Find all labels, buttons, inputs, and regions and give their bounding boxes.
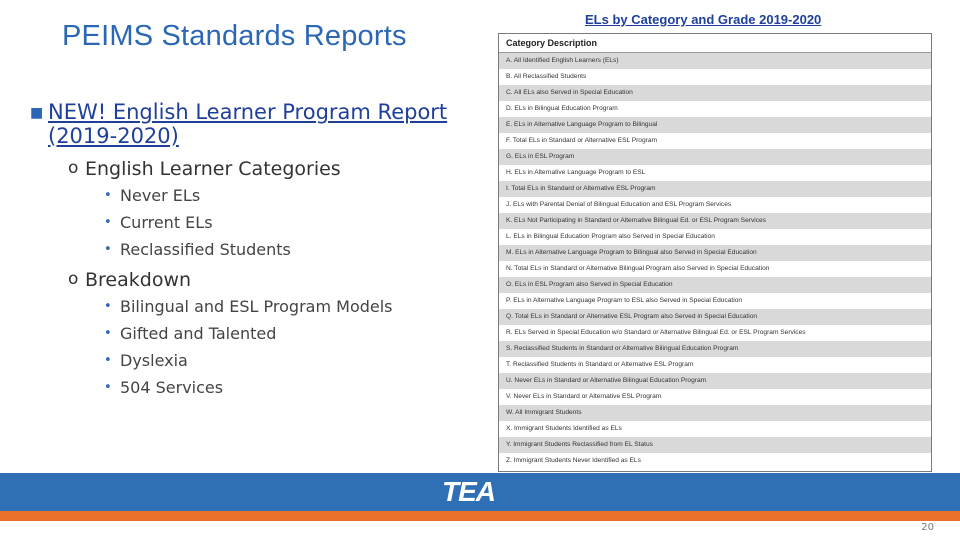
table-row: K. ELs Not Participating in Standard or Alternative Bilingual Ed. or ESL Program Services: [499, 213, 931, 229]
table-row: O. ELs in ESL Program also Served in Special Education: [499, 277, 931, 293]
table-row: T. Reclassified Students in Standard or Alternative ESL Program: [506, 361, 694, 368]
table-body: [499, 53, 931, 469]
circle-bullet-icon: o: [68, 158, 79, 178]
table-row: J. ELs with Parental Denial of Bilingual Education and ESL Program Services: [506, 201, 732, 208]
table-header: Category Description: [499, 34, 931, 53]
footer-stripe: [0, 511, 960, 521]
page-number: 20: [921, 522, 934, 533]
table-row: P. ELs in Alternative Language Program to ESL also Served in Special Education: [506, 297, 743, 304]
dot-bullet-icon: •: [104, 242, 112, 257]
list-item: [30, 293, 470, 320]
table-row: W. All Immigrant Students: [499, 405, 931, 421]
table-row: D. ELs in Bilingual Education Program: [506, 105, 618, 112]
table-row: R. ELs Served in Special Education w/o Standard or Alternative Bilingual Ed. or ESL Program Services: [506, 329, 806, 336]
table-row: M. ELs in Alternative Language Program to Bilingual also Served in Special Education: [499, 245, 931, 261]
table-row: E. ELs in Alternative Language Program to Bilingual: [499, 117, 931, 133]
list-item: [30, 209, 470, 236]
table-row: B. All Reclassified Students: [506, 73, 587, 80]
table-row: I. Total ELs in Standard or Alternative ESL Program: [499, 181, 931, 197]
list-item-text: 504 Services: [120, 378, 224, 397]
square-bullet-icon: ■: [30, 105, 44, 121]
list-item-text: Reclassified Students: [120, 240, 291, 259]
table-row: V. Never ELs in Standard or Alternative ESL Program: [506, 393, 662, 400]
section-heading-text: English Learner Categories: [85, 158, 341, 180]
table-row: U. Never ELs in Standard or Alternative Bilingual Education Program: [499, 373, 931, 389]
table-row: G. ELs in ESL Program: [499, 149, 931, 165]
slide-title: PEIMS Standards Reports: [62, 20, 407, 52]
list-item-text: Current ELs: [120, 213, 213, 232]
table-row: H. ELs in Alternative Language Program to ESL: [506, 169, 646, 176]
table-row: Z. Immigrant Students Never Identified as ELs: [506, 457, 641, 464]
table-row: F. Total ELs in Standard or Alternative ESL Program: [506, 137, 658, 144]
list-item-text: Bilingual and ESL Program Models: [120, 297, 393, 316]
list-item-text: Gifted and Talented: [120, 324, 277, 343]
list-item: [30, 320, 470, 347]
dot-bullet-icon: •: [104, 326, 112, 341]
report-link[interactable]: ELs by Category and Grade 2019-2020: [585, 12, 822, 27]
list-item: [30, 182, 470, 209]
main-bullet-text[interactable]: NEW! English Learner Program Report (2019-2020): [48, 100, 448, 148]
section-heading: [30, 269, 470, 291]
main-bullet[interactable]: [30, 100, 470, 148]
table-row: X. Immigrant Students Identified as ELs: [506, 425, 622, 432]
table-row: L. ELs in Bilingual Education Program also Served in Special Education: [506, 233, 715, 240]
table-row: C. All ELs also Served in Special Education: [499, 85, 931, 101]
dot-bullet-icon: •: [104, 353, 112, 368]
table-row: N. Total ELs in Standard or Alternative Bilingual Program also Served in Special Education: [506, 265, 770, 272]
category-table: [498, 33, 932, 472]
dot-bullet-icon: •: [104, 215, 112, 230]
section-heading: [30, 158, 470, 180]
circle-bullet-icon: o: [68, 269, 79, 289]
dot-bullet-icon: •: [104, 380, 112, 395]
dot-bullet-icon: •: [104, 299, 112, 314]
table-row: A. All Identified English Learners (ELs): [499, 53, 931, 69]
list-item-text: Never ELs: [120, 186, 201, 205]
tea-logo: TEA: [442, 476, 495, 507]
bullet-list: [30, 100, 470, 401]
list-item-text: Dyslexia: [120, 351, 188, 370]
table-row: Y. Immigrant Students Reclassified from EL Status: [499, 437, 931, 453]
section-heading-text: Breakdown: [85, 269, 192, 291]
list-item: [30, 374, 470, 401]
table-row: Q. Total ELs in Standard or Alternative ESL Program also Served in Special Education: [499, 309, 931, 325]
list-item: [30, 347, 470, 374]
list-item: [30, 236, 470, 263]
dot-bullet-icon: •: [104, 188, 112, 203]
table-row: S. Reclassified Students in Standard or Alternative Bilingual Education Program: [499, 341, 931, 357]
